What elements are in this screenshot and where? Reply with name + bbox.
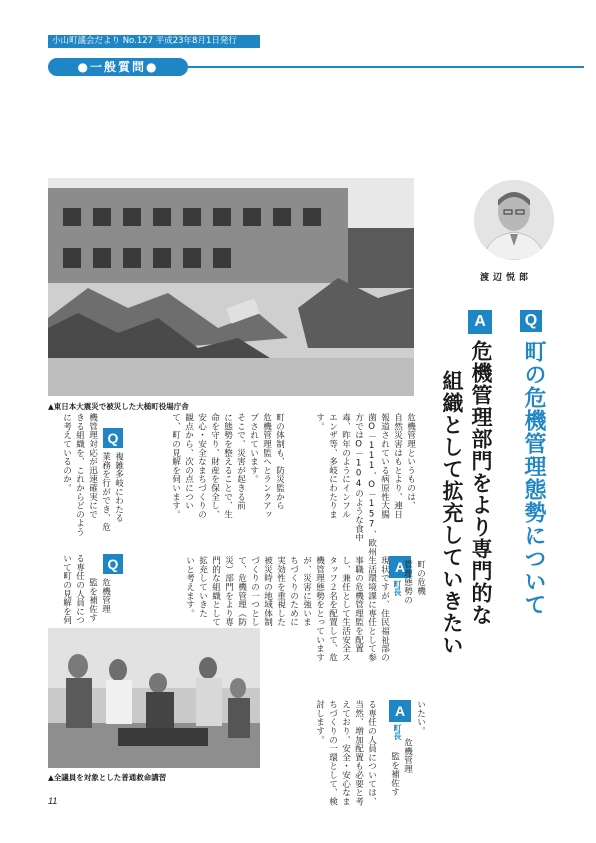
answer-2-badge: A — [389, 700, 411, 722]
text-column: ちづくりのために — [288, 556, 299, 627]
text-column: プされています。 — [248, 413, 259, 484]
text-column: が、災害に強いま — [301, 556, 312, 627]
text-column: 事職の危機管理監を配置 — [353, 556, 364, 653]
text-column: いたい。 — [415, 700, 426, 736]
text-column: 町の危機 — [415, 560, 426, 596]
text-column: に考えているのか。 — [61, 413, 72, 493]
text-column: 現状ですが、住民福祉部の — [379, 556, 390, 662]
text-column: る専任の人員については、 — [366, 700, 377, 806]
questioner-name: 渡辺悦郎 — [480, 273, 533, 283]
text-column: いと考えます。 — [184, 556, 195, 618]
section-divider — [188, 66, 584, 68]
section-title: ●一般質問● — [48, 58, 188, 76]
issue-header: 小山町議会だより No.127 平成23年8月1日発行 — [48, 35, 260, 48]
answer-1-badge: A — [389, 556, 411, 578]
text-column: 複雑多岐にわたる — [113, 452, 124, 523]
text-column: 被災時の地域体制 — [262, 556, 273, 627]
training-photo — [48, 628, 260, 768]
text-column: 災）部門をより専 — [223, 556, 234, 627]
text-column: づくりの一つとし — [249, 556, 260, 627]
text-column: 報道されている病原性大腸 — [379, 413, 390, 519]
top-photo-caption: ▲東日本大震災で被災した大槌町役場庁舎 — [48, 402, 189, 411]
text-column: 危機管理 — [402, 738, 413, 774]
text-column: 方ではO－104のような食中 — [353, 413, 364, 542]
text-column: て、町の見解を伺います。 — [170, 413, 181, 519]
answer-title-line2: 組織として拡充していきたい — [440, 370, 464, 656]
text-column: 機管理対応が迅速確実にで — [87, 413, 98, 519]
text-column: 自然災害はもとより、連日 — [392, 413, 403, 519]
text-column: 危機管理というものは、 — [405, 413, 416, 510]
text-column: きる組織を、これからどのよう — [74, 413, 85, 537]
bottom-photo-caption: ▲全議員を対象とした普通救命講習 — [48, 773, 167, 782]
answer-title-line1: 危機管理部門をより専門的な — [469, 340, 493, 626]
text-column: 監を補佐す — [87, 578, 98, 622]
text-column: 当然、増加配置も必要と考 — [353, 700, 364, 806]
text-column: 危機管理監へとランクアッ — [261, 413, 272, 519]
text-column: 安心・安全なまちづくりの — [196, 413, 207, 519]
text-column: 危機管理 — [100, 578, 111, 614]
text-column: す。 — [314, 413, 325, 431]
text-column: て、危機管理（防 — [236, 556, 247, 627]
text-column: 菌O－111、O－157、欧州 — [366, 413, 377, 557]
text-column: 門的な組織として — [210, 556, 221, 627]
text-column: 命を守り、財産を保全し、 — [209, 413, 220, 519]
text-column: 討します。 — [314, 700, 325, 744]
page-number: 11 — [48, 796, 58, 806]
text-column: る専任の人員につ — [74, 554, 85, 625]
text-column: 管理態勢の — [402, 560, 413, 604]
text-column: 拡充していきた — [197, 556, 208, 618]
answer-1-mayor-label: 町長 — [393, 580, 402, 596]
portrait-image — [474, 180, 554, 260]
text-column: 観点から、次の点につい — [183, 413, 194, 510]
text-column: エンザ等、多岐にわたりま — [327, 413, 338, 519]
text-column: ちづくりの一環として、検 — [327, 700, 338, 806]
text-column: 監を補佐す — [389, 752, 400, 796]
question-title: 町の危機管理態勢について — [521, 340, 546, 616]
answer-badge: A — [468, 310, 492, 334]
text-column: 町の体制も、防災監から — [274, 413, 285, 510]
text-column: えており、安全・安心なま — [340, 700, 351, 806]
text-column: 実効性を重視した — [275, 556, 286, 627]
questioner-portrait — [474, 180, 554, 260]
text-column: タッフ２名を配置して、危 — [327, 556, 338, 662]
training-photo-image — [48, 628, 260, 768]
text-column: 機管理態勢をとっています — [314, 556, 325, 662]
text-column: 生活環境課に専任として参 — [366, 556, 377, 662]
question-2-badge: Q — [103, 428, 123, 448]
text-column: 毒、昨年のようにインフル — [340, 413, 351, 519]
text-column: し、兼任として生活安全ス — [340, 556, 351, 662]
disaster-photo-image — [48, 178, 414, 396]
text-column: に態勢を整えることで、生 — [222, 413, 233, 519]
question-3-badge: Q — [103, 554, 123, 574]
text-column: 業務を行ができ、危 — [100, 452, 111, 532]
disaster-photo — [48, 178, 414, 396]
answer-2-mayor-label: 町長 — [393, 724, 402, 740]
question-badge: Q — [520, 310, 542, 332]
text-column: いて町の見解を伺 — [61, 554, 72, 625]
text-column: そこで、災害が起きる前 — [235, 413, 246, 510]
